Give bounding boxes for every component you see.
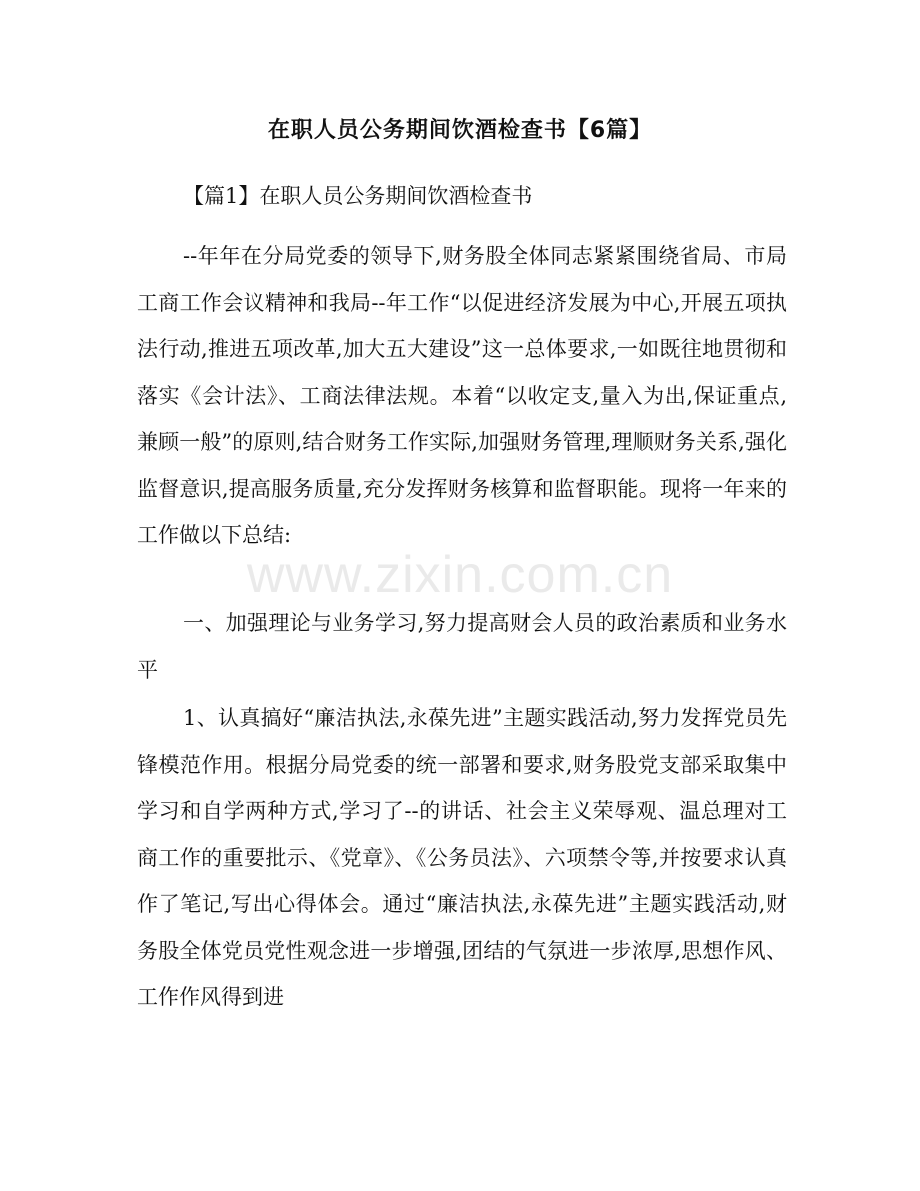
watermark: www.zixin.com.cn (246, 546, 674, 604)
body-paragraph-2: 一、加强理论与业务学习,努力提高财会人员的政治素质和业务水平 (137, 611, 787, 682)
document-title: 在职人员公务期间饮酒检查书【6篇】 (267, 118, 653, 143)
body-paragraph-3: 1、认真搞好“廉洁执法,永葆先进”主题实践活动,努力发挥党员先锋模范作用。根据分局党委的统一部署和要求,财务股党支部采取集中学习和自学两种方式,学习了--的讲话、社会主义荣辱观、温总理对工商工作的重要批示、《党章》、《公务员法》、六项禁令等,并按要求认真作了笔记,写出心得体会。通过“廉洁执法,永葆先进”主题实践活动,财务股全体党员党性观念进一步增强,团结的气氛进一步浓厚,思想作风、工作作风得到进 (137, 706, 787, 1009)
body-paragraph-1: --年年在分局党委的领导下,财务股全体同志紧紧围绕省局、市局工商工作会议精神和我局--年工作“以促进经济发展为中心,开展五项执法行动,推进五项改革,加大五大建设”这一总体要求,一如既往地贯彻和落实《会计法》、工商法律法规。本着“以收定支,量入为出,保证重点,兼顾一般”的原则,结合财务工作实际,加强财务管理,理顺财务关系,强化监督意识,提高服务质量,充分发挥财务核算和监督职能。现将一年来的工作做以下总结: (137, 244, 787, 547)
section-heading: 【篇1】在职人员公务期间饮酒检查书 (183, 184, 533, 208)
